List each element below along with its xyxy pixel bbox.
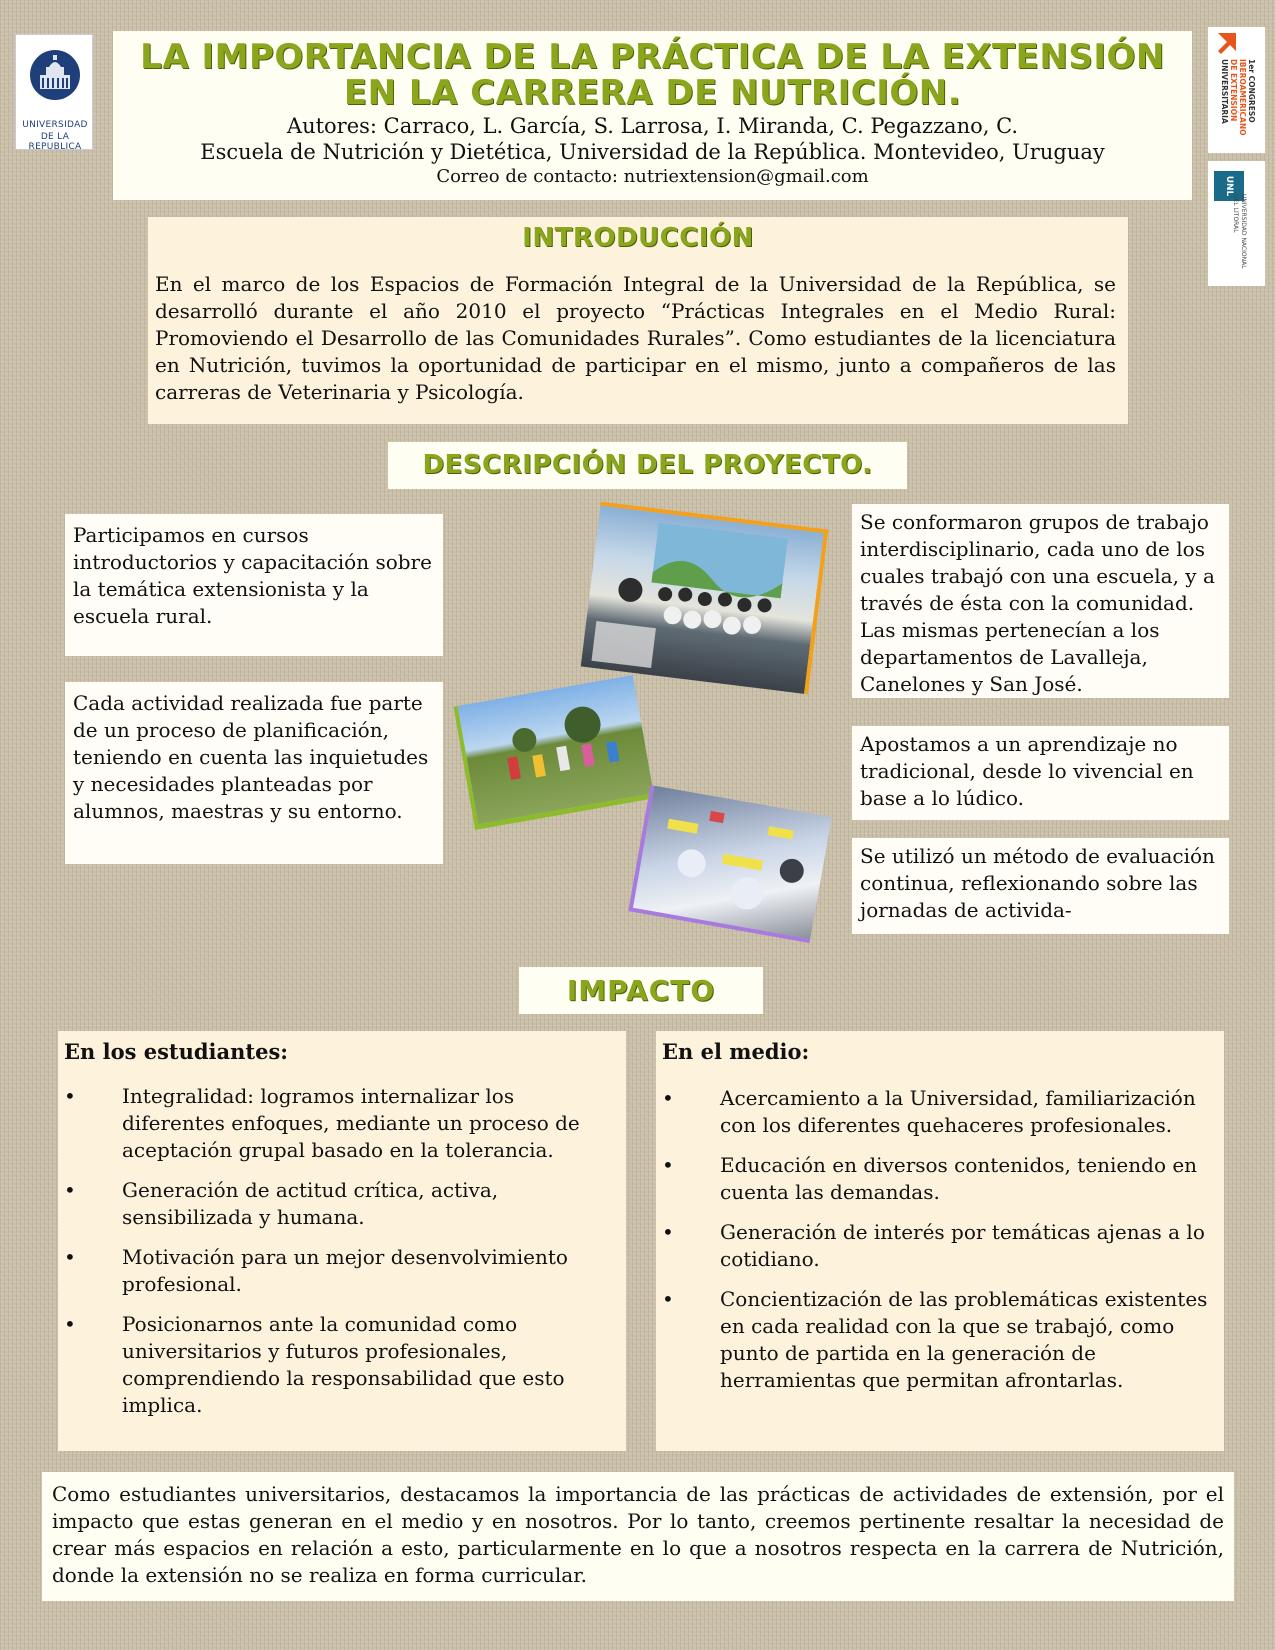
students-list (58, 1083, 626, 1419)
conclusion-panel (42, 1472, 1234, 1601)
title-panel (113, 31, 1192, 200)
arrow-logo-icon (1216, 31, 1242, 57)
list-item: • Posicionarnos ante la comunidad como universitarios y futuros profesionales, comprendiendo la responsabilidad que esto implica. (58, 1311, 626, 1419)
list-item: • Generación de actitud crítica, activa, sensibilizada y humana. (58, 1177, 626, 1231)
unl-line2: DEL LITORAL (1232, 194, 1239, 233)
introduction-heading: INTRODUCCIÓN (522, 223, 754, 253)
list-item: • Motivación para un mejor desenvolvimiento profesional. (58, 1244, 626, 1298)
impact-environment-panel (656, 1031, 1224, 1451)
environment-list (656, 1085, 1224, 1394)
conclusion-text: Como estudiantes universitarios, destacamos la importancia de las prácticas de actividades de extensión, por el impacto que estas generan en el medio y en nosotros. Por lo tanto, creemos pertinente resaltar la necesidad de crear más espacios en relación a esto, particularmente en lo que a nosotros respecta en la carrera de Nutrición, donde la extensión no se realiza en forma curricular. (52, 1482, 1224, 1587)
group-photo (581, 502, 829, 695)
congress-line1: 1er CONGRESO (1247, 59, 1256, 123)
udelar-logo (15, 34, 93, 150)
description-box-4 (852, 726, 1229, 820)
poster-title: LA IMPORTANCIA DE LA PRÁCTICA DE LA EXTENSIÓN EN LA CARRERA DE NUTRICIÓN. (140, 37, 1165, 113)
university-building-icon (29, 49, 81, 101)
description-box-1 (65, 514, 443, 656)
description-left-1: Participamos en cursos introductorios y capacitación sobre la temática extensionista y la escuela rural. (73, 523, 432, 628)
students-title: En los estudiantes: (64, 1039, 289, 1064)
unl-badge: UNL (1214, 171, 1244, 201)
children-photo-image (633, 786, 832, 939)
contact-email: Correo de contacto: nutriextension@gmail.com (436, 166, 869, 187)
description-heading: DESCRIPCIÓN DEL PROYECTO. (422, 450, 873, 480)
description-right-2: Apostamos a un aprendizaje no tradicional, desde lo vivencial en base a lo lúdico. (860, 732, 1194, 810)
description-left-2: Cada actividad realizada fue parte de un proceso de planificación, teniendo en cuenta las inquietudes y necesidades planteadas por alumnos, maestras y su entorno. (73, 691, 429, 823)
environment-title: En el medio: (662, 1039, 810, 1064)
impact-students-panel (58, 1031, 626, 1451)
congress-line4: UNIVERSITARIA (1220, 59, 1229, 124)
affiliation: Escuela de Nutrición y Dietética, Universidad de la República. Montevideo, Uruguay (200, 140, 1105, 164)
unl-line1: UNIVERSIDAD NACIONAL (1240, 194, 1247, 269)
description-heading-panel (388, 442, 907, 489)
impact-heading-panel (519, 967, 763, 1014)
description-box-2 (65, 682, 443, 864)
congress-line2: IBEROAMERICANO (1238, 59, 1247, 136)
list-item: • Integralidad: logramos internalizar los diferentes enfoques, mediante un proceso de aceptación grupal basado en la tolerancia. (58, 1083, 626, 1164)
activity-photo (454, 675, 655, 830)
udelar-sub: DE LA REPUBLICA (28, 132, 82, 152)
congress-logo (1208, 27, 1265, 153)
impact-heading: IMPACTO (566, 974, 716, 1007)
list-item: • Concientización de las problemáticas existentes en cada realidad con la que se trabajó, como punto de partida en la generación de herramientas que permitan afrontarlas. (656, 1286, 1224, 1394)
children-photo (628, 785, 831, 943)
description-box-3 (852, 504, 1229, 698)
activity-photo-image (457, 675, 653, 824)
description-box-5 (852, 838, 1229, 934)
group-photo-image (581, 506, 824, 694)
udelar-name: UNIVERSIDAD (22, 120, 88, 130)
description-right-1: Se conformaron grupos de trabajo interdisciplinario, cada uno de los cuales trabajó con una escuela, y a través de ésta con la comunidad. Las mismas pertenecían a los departamentos de Lavalleja, Canelones y San José. (860, 510, 1215, 696)
introduction-panel (148, 217, 1128, 424)
introduction-text: En el marco de los Espacios de Formación Integral de la Universidad de la República, se desarrolló durante el año 2010 el proyecto “Prácticas Integrales en el Medio Rural: Promoviendo el Desarrollo de las Comunidades Rurales”. Como estudiantes de la licenciatura en Nutrición, tuvimos la oportunidad de participar en el mismo, junto a compañeros de las carreras de Veterinaria y Psicología. (155, 272, 1116, 404)
authors: Autores: Carraco, L. García, S. Larrosa, I. Miranda, C. Pegazzano, C. (286, 114, 1019, 138)
description-right-3: Se utilizó un método de evaluación continua, reflexionando sobre las jornadas de activida- (860, 844, 1215, 922)
list-item: • Acercamiento a la Universidad, familiarización con los diferentes quehaceres profesionales. (656, 1085, 1224, 1139)
list-item: • Generación de interés por temáticas ajenas a lo cotidiano. (656, 1219, 1224, 1273)
congress-line3: DE EXTENSIÓN (1229, 59, 1238, 122)
list-item: • Educación en diversos contenidos, teniendo en cuenta las demandas. (656, 1152, 1224, 1206)
unl-logo (1208, 161, 1265, 286)
